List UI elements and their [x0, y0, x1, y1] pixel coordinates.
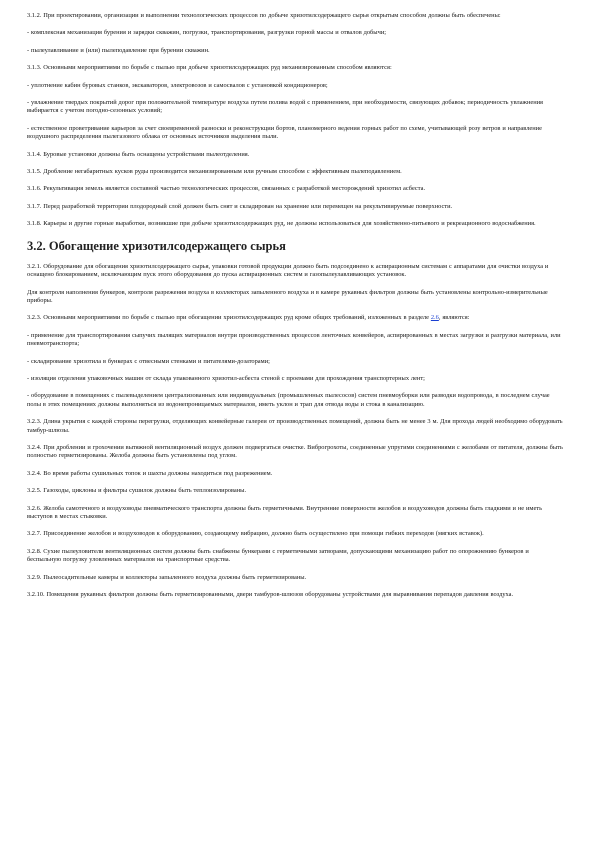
paragraph: - пылеулавливание и (или) пылеподавление при бурении скважин. [27, 46, 210, 54]
paragraph: 3.2.6. Желоба самотечного и воздуховоды пневматического транспорта должны быть герметичными. Внутренние поверхности желобов и воздуховодов должны быть гладкими и не иметь выступов в местах стыковки. [27, 504, 543, 520]
paragraph: 3.2.10. Помещения рукавных фильтров должны быть герметизированными, двери тамбуров-шлюзов оборудованы устройствами для выравнивания перепадов давления воздуха. [27, 591, 514, 599]
paragraph: - складирование хризотила в бункерах с отвесными стенками и питателями-дозаторами; [27, 357, 270, 365]
section-heading: 3.2. Обогащение хризотилсодержащего сырья [27, 238, 286, 253]
paragraph: 3.1.7. Перед разработкой территории плодородный слой должен быть снят и складирован на хранение или перемещен на рекультивируемые поверхности. [27, 202, 453, 210]
section-reference-link[interactable]: 2.6 [430, 314, 439, 322]
paragraph-text-before: 3.2.3. Основными мероприятиями по борьбе с пылью при обогащении хризотилсодержащих руд кроме общих требований, изложенных в разделе [27, 314, 431, 322]
paragraph: - комплексная механизация бурения и зарядки скважин, погрузки, транспортирования, разгрузки горной массы и отвалов добычи; [27, 29, 387, 37]
paragraph: 3.2.1. Оборудование для обогащения хризотилсодержащего сырья, упаковки готовой продукции должно быть подсоединено к аспирационным системам с аппаратами для очистки воздуха и оснащено блокированием, исключающим пуск этого оборудования до пуска аспирационных систем и газопылеулавливающих установок. [27, 262, 549, 279]
paragraph: 3.2.8. Сухие пылеуловители вентиляционных систем должны быть снабжены бункерами с герметичными затворами, допускающими механизацию работ по опорожнению бункеров и беспыльную погрузку уловленных материалов на транспортные средства. [27, 547, 529, 564]
paragraph: 3.2.7. Присоединение желобов и воздуховодов к оборудованию, создающему вибрацию, должно быть осуществлено при помощи гибких переходов (мягких вставок). [27, 530, 484, 538]
paragraph: 3.1.5. Дробление негабаритных кусков руды производится механизированным или ручным способом с эффективным пылеподавлением. [27, 168, 402, 176]
paragraph-text-after: , являются: [438, 314, 470, 322]
paragraph: 3.1.6. Рекультивация земель является составной частью технологических процессов, связанных с разработкой месторождений хризотил асбеста. [27, 185, 426, 193]
paragraph: - естественное проветривание карьеров за счет своевременной разноски и реконструкции бортов, планомерного ведения горных работ по схеме, учитывающей розу ветров и направление воздушного распределения пылегазового облака от основных источников выделения пыли. [27, 124, 542, 141]
paragraph: 3.2.3. Длина укрытия с каждой стороны перегрузки, отделяющих конвейерные галереи от производственных помещений, должна быть не менее 3 м. Для прохода людей необходимо оборудовать тамбур-шлюзы. [27, 418, 563, 434]
paragraph: - уплотнение кабин буровых станков, экскаваторов, электровозов и самосвалов с установкой кондиционеров; [27, 81, 328, 89]
paragraph: 3.2.4. Во время работы сушильных топок и шахты должны находиться под разрежением. [27, 469, 273, 477]
paragraph-with-reference [27, 314, 564, 322]
paragraph: 3.1.8. Карьеры и другие горные выработки, возникшие при добыче хризотилсодержащих руд, не должны использоваться для хозяйственно-питьевого и рекреационного водоснабжения. [27, 220, 536, 228]
paragraph: 3.1.4. Буровые установки должны быть оснащены устройствами пылеотделения. [27, 150, 250, 158]
document-page [27, 12, 564, 608]
paragraph: - применение для транспортирования сыпучих пылящих материалов внутри производственных процессов ленточных конвейеров, аспирированных в местах загрузки и разгрузки материала, или пневмотранспорта; [27, 331, 561, 348]
paragraph: 3.2.9. Пылеосадительные камеры и коллекторы запыленного воздуха должны быть герметизированы. [27, 573, 307, 581]
paragraph: Для контроля наполнения бункеров, контроля разрежения воздуха в коллекторах запыленного воздуха и в камере рукавных фильтров должны быть установлены контрольно-измерительные приборы. [27, 288, 548, 304]
paragraph: - увлажнение твердых покрытий дорог при положительной температуре воздуха путем полива водой с применением, при необходимости, связующих добавок; периодичность увлажнения выбирается с учетом погодно-сезонных условий; [27, 99, 543, 115]
paragraph: 3.1.2. При проектировании, организации и выполнении технологических процессов по добыче хризотилсодержащего сырья открытым способом должны быть обеспечены: [27, 12, 501, 19]
paragraph: 3.2.4. При дроблении и грохочении вытяжной вентиляционный воздух должен подвергаться очистке. Виброгрохоты, соединенные упругими соединениями с желобами от питателя, должны быть полностью герметизированы. Желоба должны быть установлены под углом. [27, 443, 563, 460]
paragraph: 3.2.5. Газоходы, циклоны и фильтры сушилок должны быть теплоизолированы. [27, 487, 247, 495]
paragraph: 3.1.3. Основными мероприятиями по борьбе с пылью при добыче хризотилсодержащих руд механизированным способом являются: [27, 64, 392, 72]
paragraph: - оборудование в помещениях с пылевыделением централизованных или индивидуальных (промышленных пылесосов) систем пневмоуборки или разводки водопровода, в последнем случае полы в этих помещениях должны выполняться из водонепроницаемых материалов, иметь уклон и трап для отвода воды и стока в канализацию. [27, 392, 550, 408]
paragraph: - изоляция отделения упаковочных машин от склада упакованного хризотил-асбеста стеной с проемами для прохождения транспортерных лент; [27, 374, 425, 382]
